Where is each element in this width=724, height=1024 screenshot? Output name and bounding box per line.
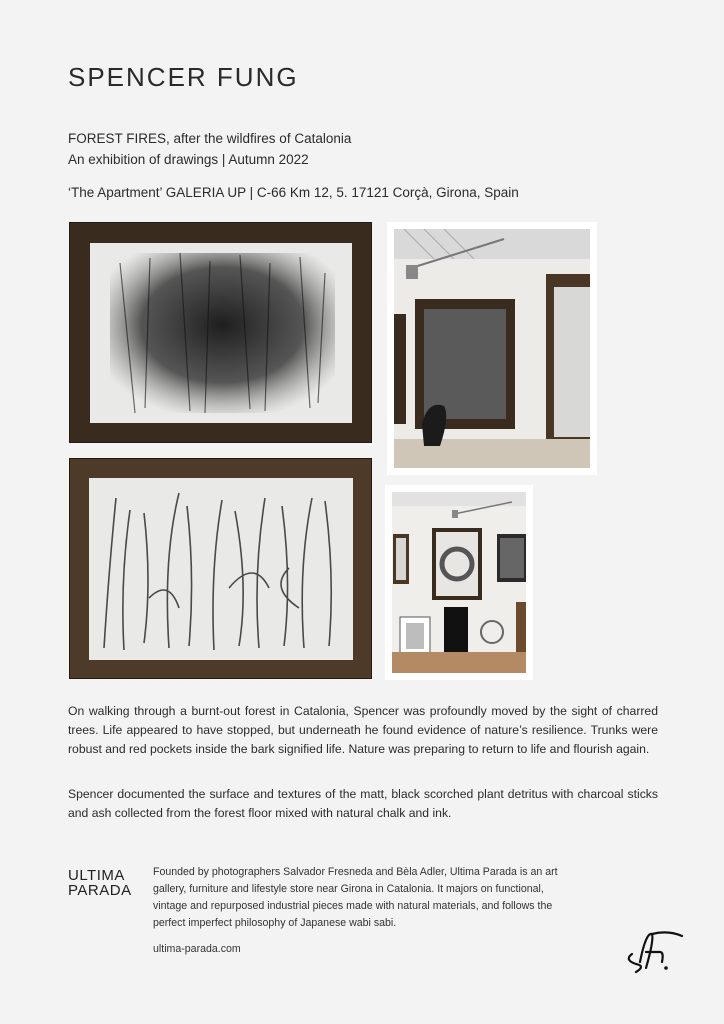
ultima-parada-logo xyxy=(68,868,132,898)
artist-name: SPENCER FUNG xyxy=(68,62,299,92)
gallery-room-illustration xyxy=(392,492,526,673)
drawing-image-grasses xyxy=(69,458,372,679)
exhibition-title: FOREST FIRES, after the wildfires of Catalonia xyxy=(68,131,352,146)
gallery-photo-room xyxy=(385,485,533,680)
grass-marks xyxy=(89,478,353,660)
venue-address: ‘The Apartment’ GALERIA UP | C-66 Km 12, 5. 17121 Corçà, Girona, Spain xyxy=(68,185,519,200)
description-paragraph-1: On walking through a burnt-out forest in Catalonia, Spencer was profoundly moved by the sight of charred trees. Life appeared to have stopped, but underneath he found evidence of nature’s resilience. Trunks were robust and red pockets inside the bark signified life. Nature was preparing to return to life and flourish again. xyxy=(68,704,658,756)
drawing-image-dense xyxy=(69,222,372,443)
gallery-about-text: Founded by photographers Salvador Fresneda and Bèla Adler, Ultima Parada is an art gallery, furniture and lifestyle store near Girona in Catalonia. It majors on functional, vintage and repurposed industrial pieces made with natural materials, and follows the perfect imperfect philosophy of Japanese wabi sabi. xyxy=(153,866,558,929)
exhibition-subtitle: An exhibition of drawings | Autumn 2022 xyxy=(68,152,309,167)
logo-line-1: ULTIMA xyxy=(68,867,125,884)
charcoal-marks xyxy=(90,243,352,423)
gallery-wall-illustration xyxy=(394,229,590,468)
description-paragraph-2: Spencer documented the surface and textures of the matt, black scorched plant detritus with charcoal sticks and ash collected from the forest floor mixed with natural chalk and ink. xyxy=(68,787,658,820)
gallery-website-link[interactable]: ultima-parada.com xyxy=(153,943,241,955)
gallery-photo-wall xyxy=(387,222,597,475)
logo-line-2: PARADA xyxy=(68,882,132,899)
artist-signature xyxy=(626,928,690,976)
